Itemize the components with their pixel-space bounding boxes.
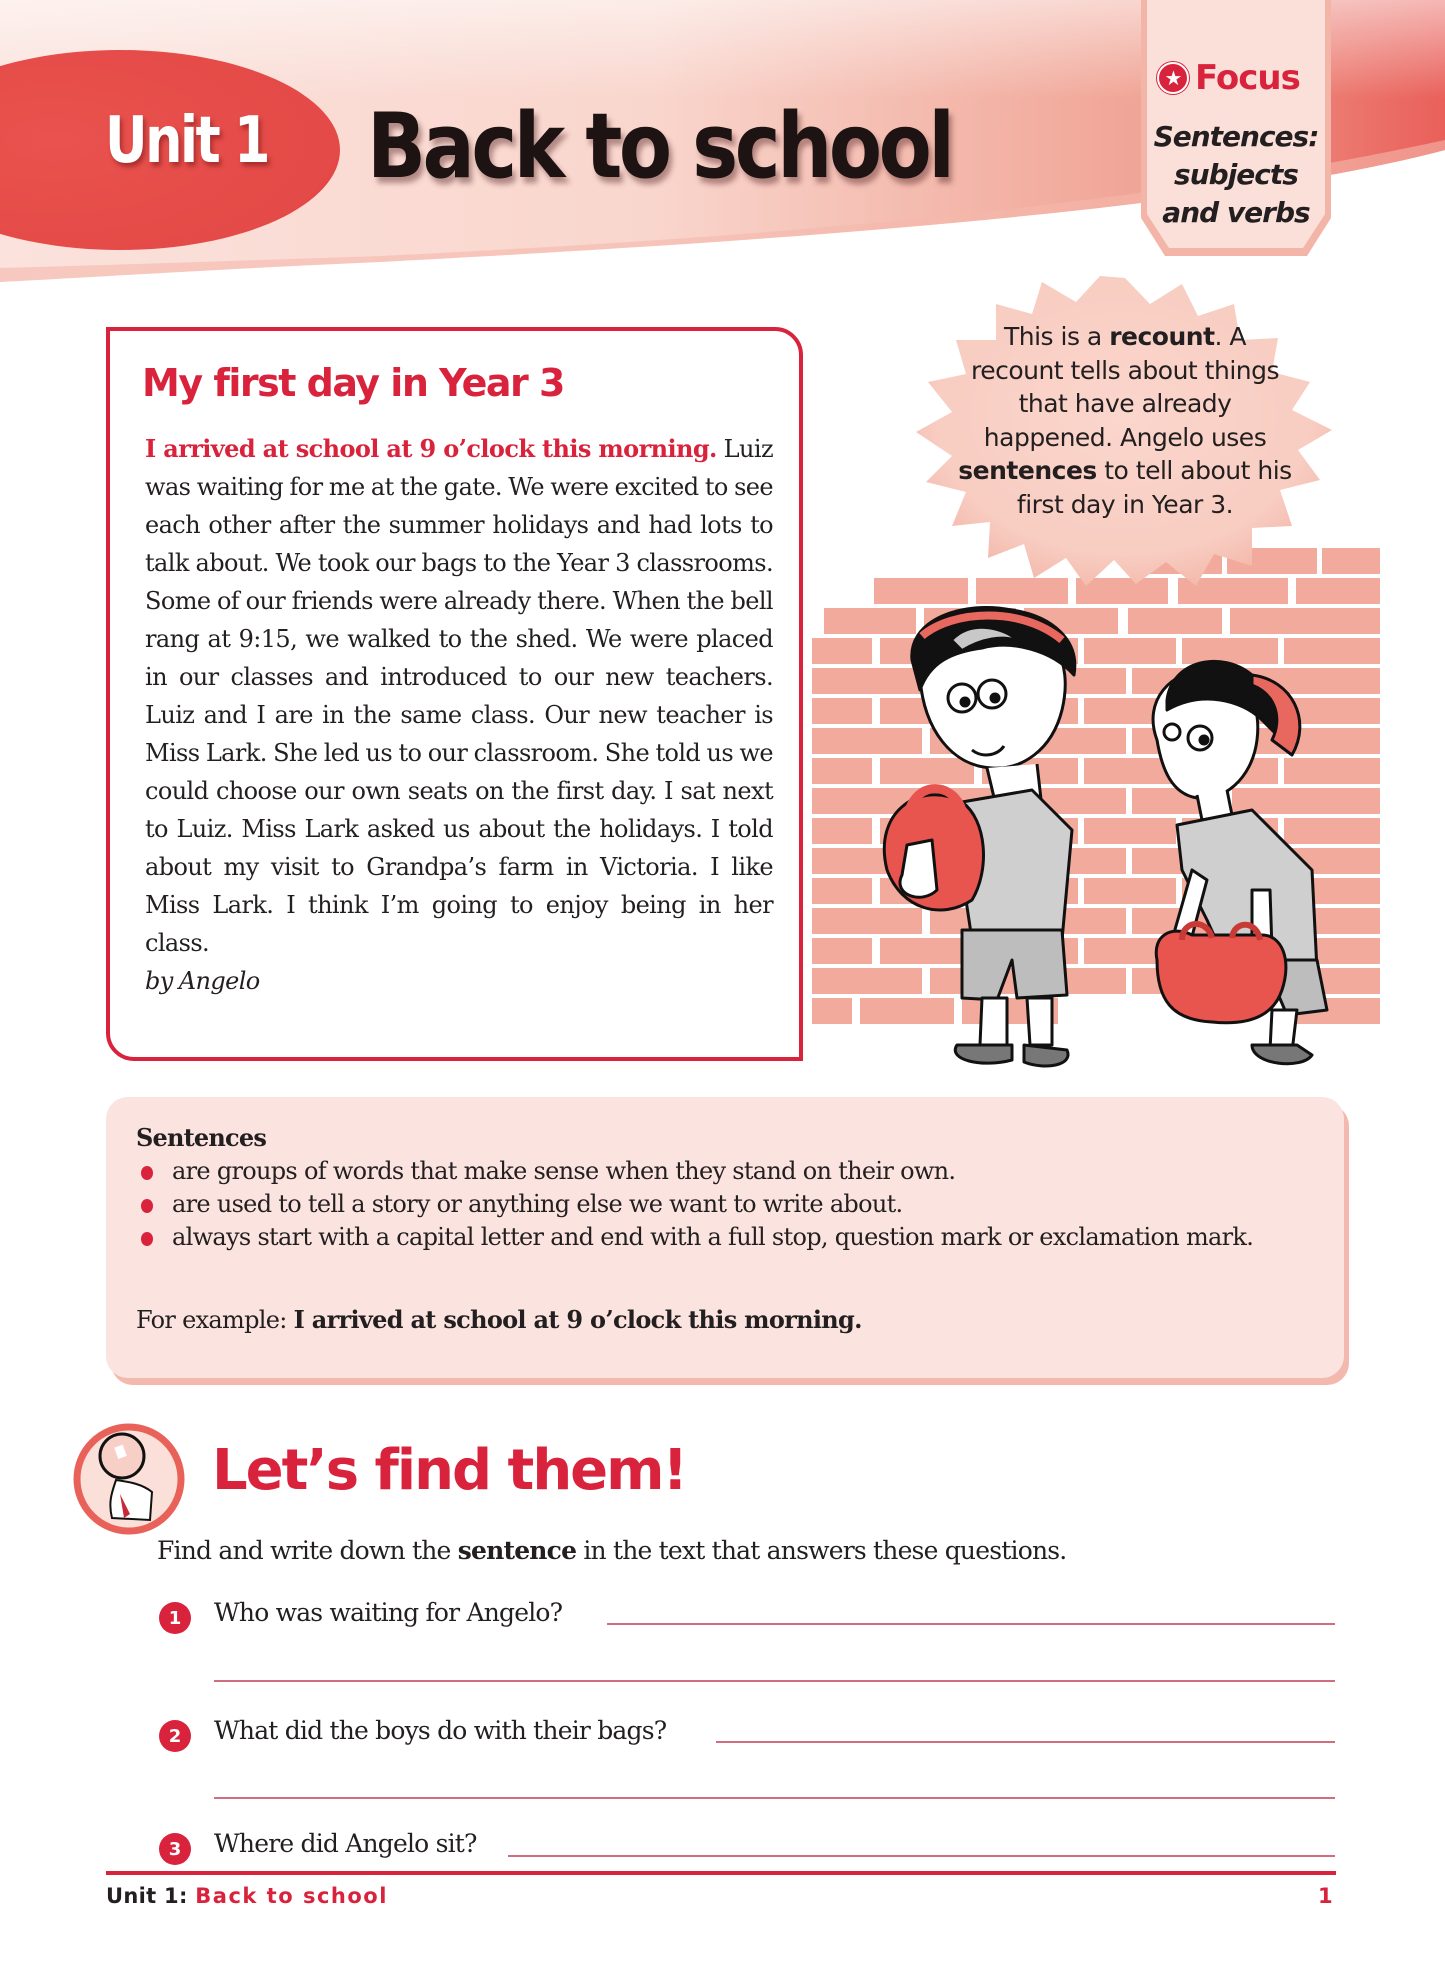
star-icon: ★: [1157, 62, 1189, 94]
callout-text-part: to tell about his first day in Year 3.: [1016, 456, 1292, 519]
info-example: [136, 1305, 862, 1334]
info-list-item: [136, 1221, 1256, 1254]
magnifier-icon: [72, 1422, 186, 1536]
focus-tab: [1139, 0, 1333, 258]
question-text: Who was waiting for Angelo?: [214, 1598, 563, 1627]
unit-label: Unit 1: [105, 104, 269, 178]
sentences-info-box: [106, 1097, 1344, 1378]
focus-topic-line: and verbs: [1162, 196, 1310, 229]
question-2: [157, 1714, 1335, 1754]
focus-label: Focus: [1195, 58, 1300, 98]
bullet-icon: [141, 1166, 153, 1180]
callout-text-part: . A recount tells about things that have already happened. Angelo uses: [970, 322, 1280, 452]
info-item-text: are groups of words that make sense when they stand on their own.: [172, 1157, 956, 1185]
question-text: What did the boys do with their bags?: [214, 1716, 667, 1745]
brick-wall-with-boys-image: [812, 540, 1382, 1080]
footer-running-title: [106, 1884, 388, 1908]
bullet-icon: [141, 1199, 153, 1213]
example-sentence: I arrived at school at 9 o’clock this morning.: [293, 1305, 862, 1334]
story-text: [145, 430, 773, 1000]
story-body-text: Luiz was waiting for me at the gate. We were excited to see each other after the summer holidays and had lots to talk about. We took our bags to the Year 3 classrooms. Some of our friends were already there. When the bell rang at 9:15, we walked to the shed. We were placed in our classes and introduced to our new teachers. Luiz and I are in the same class. Our new teacher is Miss Lark. She led us to our classroom. She told us we could choose our own seats on the first day. I sat next to Luiz. Miss Lark asked us about the holidays. I told about my visit to Grandpa’s farm in Victoria. I like Miss Lark. I think I’m going to enjoy being in her class.: [145, 435, 773, 957]
callout-text: [955, 320, 1295, 521]
info-heading: Sentences: [136, 1123, 267, 1152]
story-box: [106, 327, 803, 1061]
callout-bold-term: sentences: [958, 456, 1097, 485]
info-list: [136, 1155, 1256, 1254]
activity-instructions: [157, 1536, 1066, 1565]
recount-callout: [900, 270, 1350, 590]
footer-title: Back to school: [195, 1884, 388, 1908]
question-text: Where did Angelo sit?: [214, 1829, 477, 1858]
answer-line-2b[interactable]: [214, 1797, 1335, 1799]
focus-topic: [1139, 118, 1333, 232]
info-item-text: are used to tell a story or anything else we want to write about.: [172, 1190, 903, 1218]
unit-banner: [0, 0, 1445, 290]
question-3: [157, 1827, 1335, 1867]
focus-topic-line: Sentences:: [1153, 120, 1319, 153]
answer-line-1b[interactable]: [214, 1680, 1335, 1682]
answer-line-2a[interactable]: [716, 1741, 1335, 1743]
boys-illustration: [812, 540, 1382, 1080]
instructions-text: in the text that answers these questions.: [576, 1536, 1067, 1565]
question-number-badge: 2: [159, 1720, 191, 1752]
question-1: [157, 1596, 1335, 1636]
info-item-text: always start with a capital letter and end with a full stop, question mark or exclamation mark.: [172, 1223, 1254, 1251]
footer-unit: Unit 1:: [106, 1884, 196, 1908]
story-lead-sentence: I arrived at school at 9 o’clock this morning.: [145, 434, 717, 463]
bullet-icon: [141, 1232, 153, 1246]
instructions-keyword: sentence: [457, 1536, 577, 1565]
page-title: Back to school: [367, 94, 952, 199]
story-byline: by Angelo: [145, 967, 260, 995]
instructions-text: Find and write down the: [157, 1536, 458, 1565]
magnifier-icon-graphic: [72, 1422, 186, 1536]
info-list-item: [136, 1188, 1256, 1221]
page-number: 1: [1318, 1884, 1333, 1908]
activity-title: Let’s find them!: [212, 1438, 687, 1503]
answer-line-1a[interactable]: [607, 1623, 1335, 1625]
focus-topic-line: subjects: [1174, 158, 1298, 191]
footer-divider: [106, 1871, 1336, 1875]
question-number-badge: 3: [159, 1833, 191, 1865]
answer-line-3a[interactable]: [508, 1855, 1335, 1857]
info-list-item: [136, 1155, 1256, 1188]
callout-text-part: This is a: [1003, 322, 1110, 351]
story-title: My first day in Year 3: [142, 361, 564, 405]
focus-heading: [1157, 58, 1327, 98]
question-number-badge: 1: [159, 1602, 191, 1634]
callout-bold-term: recount: [1109, 322, 1215, 351]
example-label: For example:: [136, 1306, 294, 1334]
